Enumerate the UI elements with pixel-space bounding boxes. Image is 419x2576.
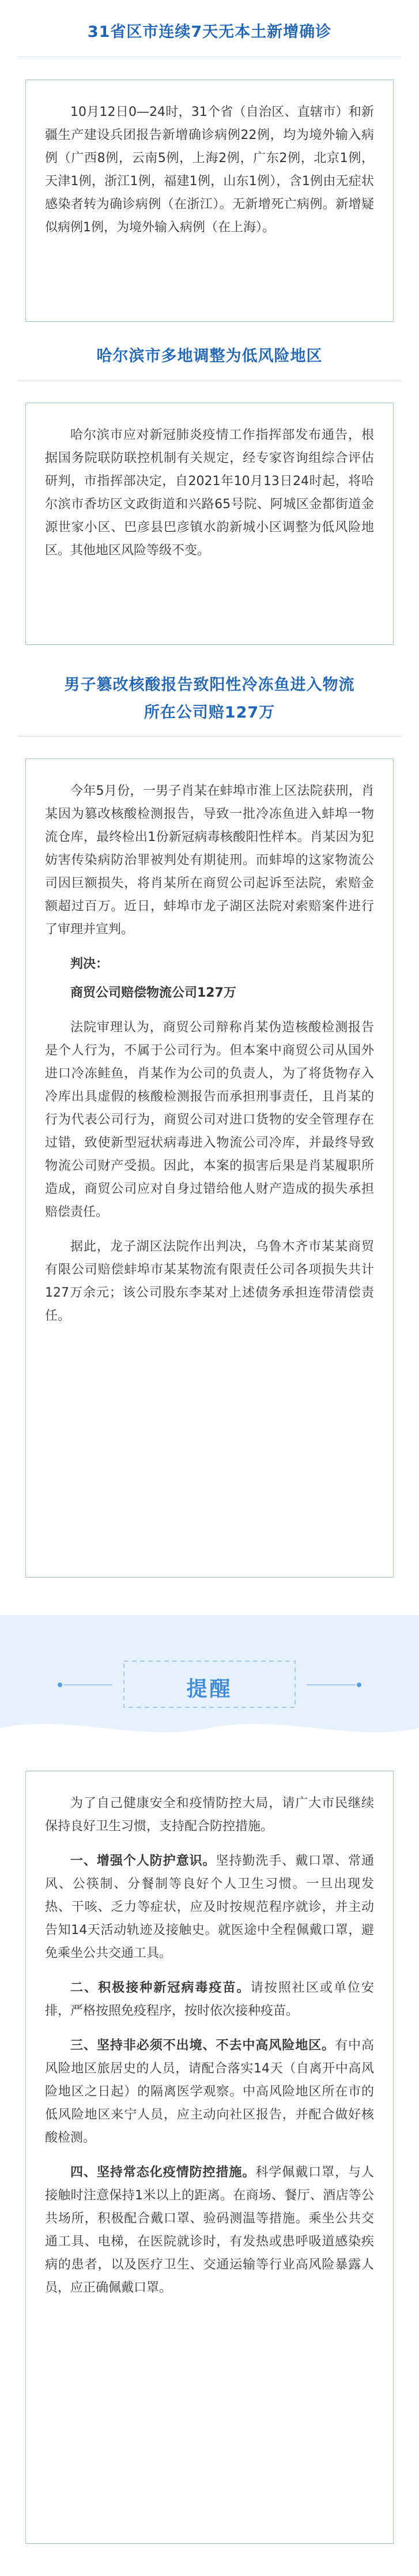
reminder-item-3-head: 三、坚持非必须不出境、不去中高风险地区。 — [70, 2038, 335, 2053]
section-3-paragraph-1: 今年5月份，一男子肖某在蚌埠市淮上区法院获刑，肖某因为篡改核酸检测报告，导致一批冷冻鱼进入蚌埠一物流仓库，最终检出1份新冠病毒核酸阳性样本。肖某因为犯妨害传染病防治罪被判处有期徒刑。而蚌埠的这家物流公司因巨额损失，将肖某所在商贸公司起诉至法院，索赔金额超过百万。近日，蚌埠市龙子湖区法院对索赔案件进行了审理并宣判。 — [45, 784, 374, 937]
left-deco-line — [63, 1684, 112, 1685]
reminder-item-3-body: 有中高风险地区旅居史的人员，请配合落实14天（自离开中高风险地区之日起）的隔离医学观察。中高风险地区所在市的低风险地区来宁人员，应主动向社区报告，并配合做好核酸检测。 — [45, 2038, 374, 2145]
reminder-item-1 — [45, 1850, 374, 1965]
reminder-item-4 — [45, 2161, 374, 2300]
section-2-paragraph: 哈尔滨市应对新冠肺炎疫情工作指挥部发布通告，根据国务院联防联控机制有关规定，经专家咨询组综合评估研判，市指挥部决定，自2021年10月13日24时起，将哈尔滨市香坊区文政街道和兴路65号院、阿城区金都街道金源世家小区、巴彦县巴彦镇水韵新城小区调整为低风险地区。其他地区风险等级不变。 — [45, 428, 374, 558]
section-1-box — [25, 80, 394, 322]
left-deco-dot — [58, 1683, 62, 1687]
section-3-divider — [17, 736, 402, 737]
section-3-title-line2: 所在公司赔127万 — [144, 704, 275, 722]
verdict-text: 商贸公司赔偿物流公司127万 — [70, 986, 236, 1000]
reminder-intro: 为了自己健康安全和疫情防控大局，请广大市民继续保持良好卫生习惯，支持配合防控措施。 — [45, 1796, 374, 1834]
reminder-heading: 提醒 — [186, 1677, 233, 1701]
section-1-paragraph: 10月12日0—24时，31个省（自治区、直辖市）和新疆生产建设兵团报告新增确诊病例22例，均为境外输入病例（广西8例，云南5例，上海2例，广东2例，北京1例，天津1例，浙江1例，福建1例，山东1例），含1例由无症状感染者转为确诊病例（在浙江）。无新增死亡病例。新增疑似病例1例，为境外输入病例（在上海）。 — [45, 105, 374, 235]
reminder-item-1-body: 坚持勤洗手、戴口罩、常通风、公筷制、分餐制等良好个人卫生习惯。一旦出现发热、干咳、乏力等症状，应及时按规范程序就诊，并主动告知14天活动轨迹及接触史。就医途中全程佩戴口罩，避免乘坐公共交通工具。 — [45, 1854, 374, 1961]
right-deco-line — [307, 1684, 356, 1685]
verdict-label: 判决： — [70, 957, 109, 971]
right-deco-dot — [357, 1683, 361, 1687]
section-1-title: 31省区市连续7天无本土新增确诊 — [87, 23, 332, 41]
reminder-item-2-head: 二、积极接种新冠病毒疫苗。 — [70, 1981, 251, 1995]
reminder-item-2-body: 请按照社区或单位安排，严格按照免疫程序，按时依次接种疫苗。 — [45, 1981, 374, 2018]
reminder-item-3 — [45, 2034, 374, 2150]
reminder-heading-box — [112, 1650, 307, 1719]
reminder-item-2 — [45, 1977, 374, 2023]
section-3-paragraph-2: 法院审理认为，商贸公司辩称肖某伪造核酸检测报告是个人行为，不属于公司行为。但本案中商贸公司从国外进口冷冻鲑鱼，肖某作为公司的负责人，为了将货物存入冷库出具虚假的核酸检测报告而承担刑事责任，且肖某的行为代表公司行为，商贸公司对进口货物的安全管理存在过错，致使新型冠状病毒进入物流公司冷库，并最终导致物流公司财产受损。因此，本案的损害后果是肖某履职所造成，商贸公司应对自身过错给他人财产造成的损失承担赔偿责任。 — [45, 1020, 374, 1219]
section-3-paragraph-3: 据此，龙子湖区法院作出判决，乌鲁木齐市某某商贸有限公司赔偿蚌埠市某某物流有限责任公司各项损失共计127万余元；该公司股东李某对上述债务承担连带清偿责任。 — [45, 1240, 374, 1323]
reminder-item-4-body: 科学佩戴口罩，与人接触时注意保持1米以上的距离。在商场、餐厅、酒店等公共场所，积极配合戴口罩、验码测温等措施。乘坐公共交通工具、电梯，在医院就诊时，有发热或患呼吸道感染疾病的患者，以及医疗卫生、交通运输等行业高风险暴露人员，应正确佩戴口罩。 — [45, 2165, 374, 2295]
section-2-box — [25, 403, 394, 645]
reminder-item-4-head: 四、坚持常态化疫情防控措施。 — [70, 2165, 256, 2180]
section-3-box — [25, 758, 394, 1578]
reminder-box — [25, 1771, 394, 2544]
section-2-title: 哈尔滨市多地调整为低风险地区 — [96, 347, 323, 365]
section-3-title-line1: 男子篡改核酸报告致阳性冷冻鱼进入物流 — [64, 676, 355, 694]
reminder-item-1-head: 一、增强个人防护意识。 — [70, 1854, 216, 1868]
